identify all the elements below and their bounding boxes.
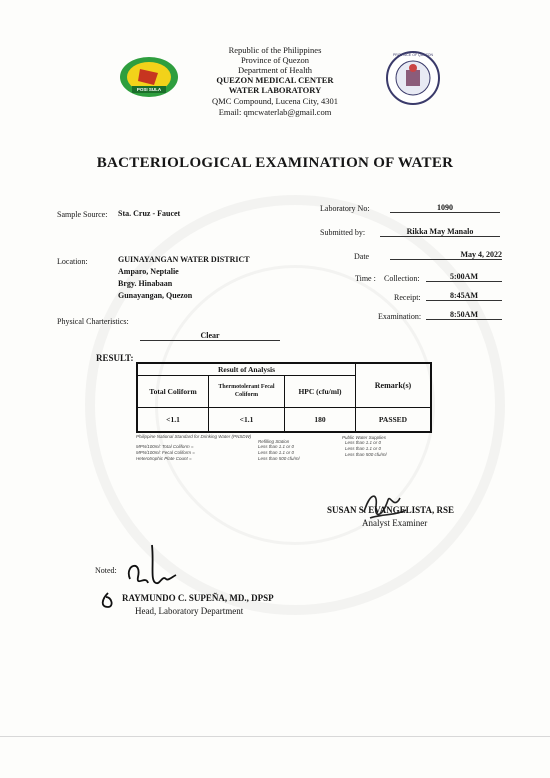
note-public-3: Less than 500 cfu/ml: [345, 452, 387, 457]
physical-value: Clear: [140, 331, 280, 341]
examination-value: 8:50AM: [426, 310, 502, 320]
note-refill-1: Less than 1.1 or 0: [258, 444, 295, 449]
total-coliform-header: Total Coliform: [137, 375, 209, 407]
refilling-note: Refilling Station: [258, 439, 290, 444]
location-line-2: Amparo, Neptalie: [118, 267, 179, 276]
analyst-name: SUSAN S. EVANGELISTA, RSE: [327, 505, 454, 515]
location-line-3: Brgy. Hinabaan: [118, 279, 173, 288]
date-value: May 4, 2022: [390, 250, 502, 260]
header-line-3: Department of Health: [237, 65, 313, 75]
location-label: Location:: [57, 257, 88, 266]
result-header: Result of Analysis: [137, 363, 356, 375]
time-label: Time :: [355, 274, 376, 283]
header-line-1: Republic of the Philippines: [228, 45, 322, 55]
hpc-header: HPC (cfu/ml): [285, 375, 356, 407]
analyst-title: Analyst Examiner: [362, 518, 428, 528]
examination-label: Examination:: [378, 312, 422, 321]
sample-source-value: Sta. Cruz - Faucet: [118, 209, 181, 218]
note-fecal-coliform: MPN/100ml: Fecal Coliform =: [136, 450, 195, 455]
collection-label: Collection:: [384, 274, 420, 283]
header-line-2: Province of Quezon: [241, 55, 309, 65]
note-total-coliform: MPN/100ml: Total Coliform =: [136, 444, 194, 449]
location-line-1: GUINAYANGAN WATER DISTRICT: [118, 255, 250, 264]
left-logo: [118, 55, 180, 99]
noted-label: Noted:: [95, 566, 117, 575]
date-label: Date: [354, 252, 370, 261]
result-label: RESULT:: [96, 353, 134, 363]
head-title: Head, Laboratory Department: [135, 606, 244, 616]
note-refill-2: Less than 1.1 or 0: [258, 450, 295, 455]
note-public-2: Less than 1.1 or 0: [345, 446, 382, 451]
lab-no-label: Laboratory No:: [320, 204, 370, 213]
right-seal-text: PROVINCE OF QUEZON: [392, 53, 434, 57]
note-hpc: Heterotrophic Plate Count =: [136, 456, 192, 461]
collection-value: 5:00AM: [426, 272, 502, 282]
physical-label: Physical Charteristics:: [57, 317, 129, 326]
remarks-header: Remark(s): [356, 363, 432, 407]
receipt-label: Receipt:: [394, 293, 421, 302]
submitted-by-value: Rikka May Manalo: [380, 227, 500, 237]
note-refill-3: Less than 500 cfu/ml: [258, 456, 300, 461]
scan-divider: [0, 736, 550, 737]
header-line-4: QUEZON MEDICAL CENTER: [216, 75, 334, 85]
result-table: [136, 362, 432, 433]
head-name: RAYMUNDO C. SUPEÑA, MD., DPSP: [122, 593, 274, 603]
remarks-value: PASSED: [356, 407, 432, 432]
location-line-4: Gunayangan, Quezon: [118, 291, 193, 300]
thermotolerant-value: <1.1: [209, 407, 285, 432]
standard-note: Philippine National Standard for Drinking Water (PNSDW): [136, 434, 252, 439]
thermotolerant-header: Thermotolerant Fecal Coliform: [209, 375, 285, 407]
public-supply-note: Public Water Supplies: [342, 435, 386, 440]
sample-source-label: Sample Source:: [57, 210, 108, 219]
document-title: BACTERIOLOGICAL EXAMINATION OF WATER: [96, 155, 454, 171]
header-line-7: Email: qmcwaterlab@gmail.com: [218, 107, 332, 117]
receipt-value: 8:45AM: [426, 291, 502, 301]
header-line-5: WATER LABORATORY: [228, 85, 322, 95]
right-seal: [385, 50, 441, 106]
total-coliform-value: <1.1: [137, 407, 209, 432]
lab-no-value: 1090: [390, 203, 500, 213]
hpc-value: 180: [285, 407, 356, 432]
header-line-6: QMC Compound, Lucena City, 4301: [212, 96, 338, 106]
submitted-by-label: Submitted by:: [320, 228, 366, 237]
note-public-1: Less than 1.1 or 0: [345, 440, 382, 445]
left-logo-text: POSI SULA: [136, 87, 162, 92]
